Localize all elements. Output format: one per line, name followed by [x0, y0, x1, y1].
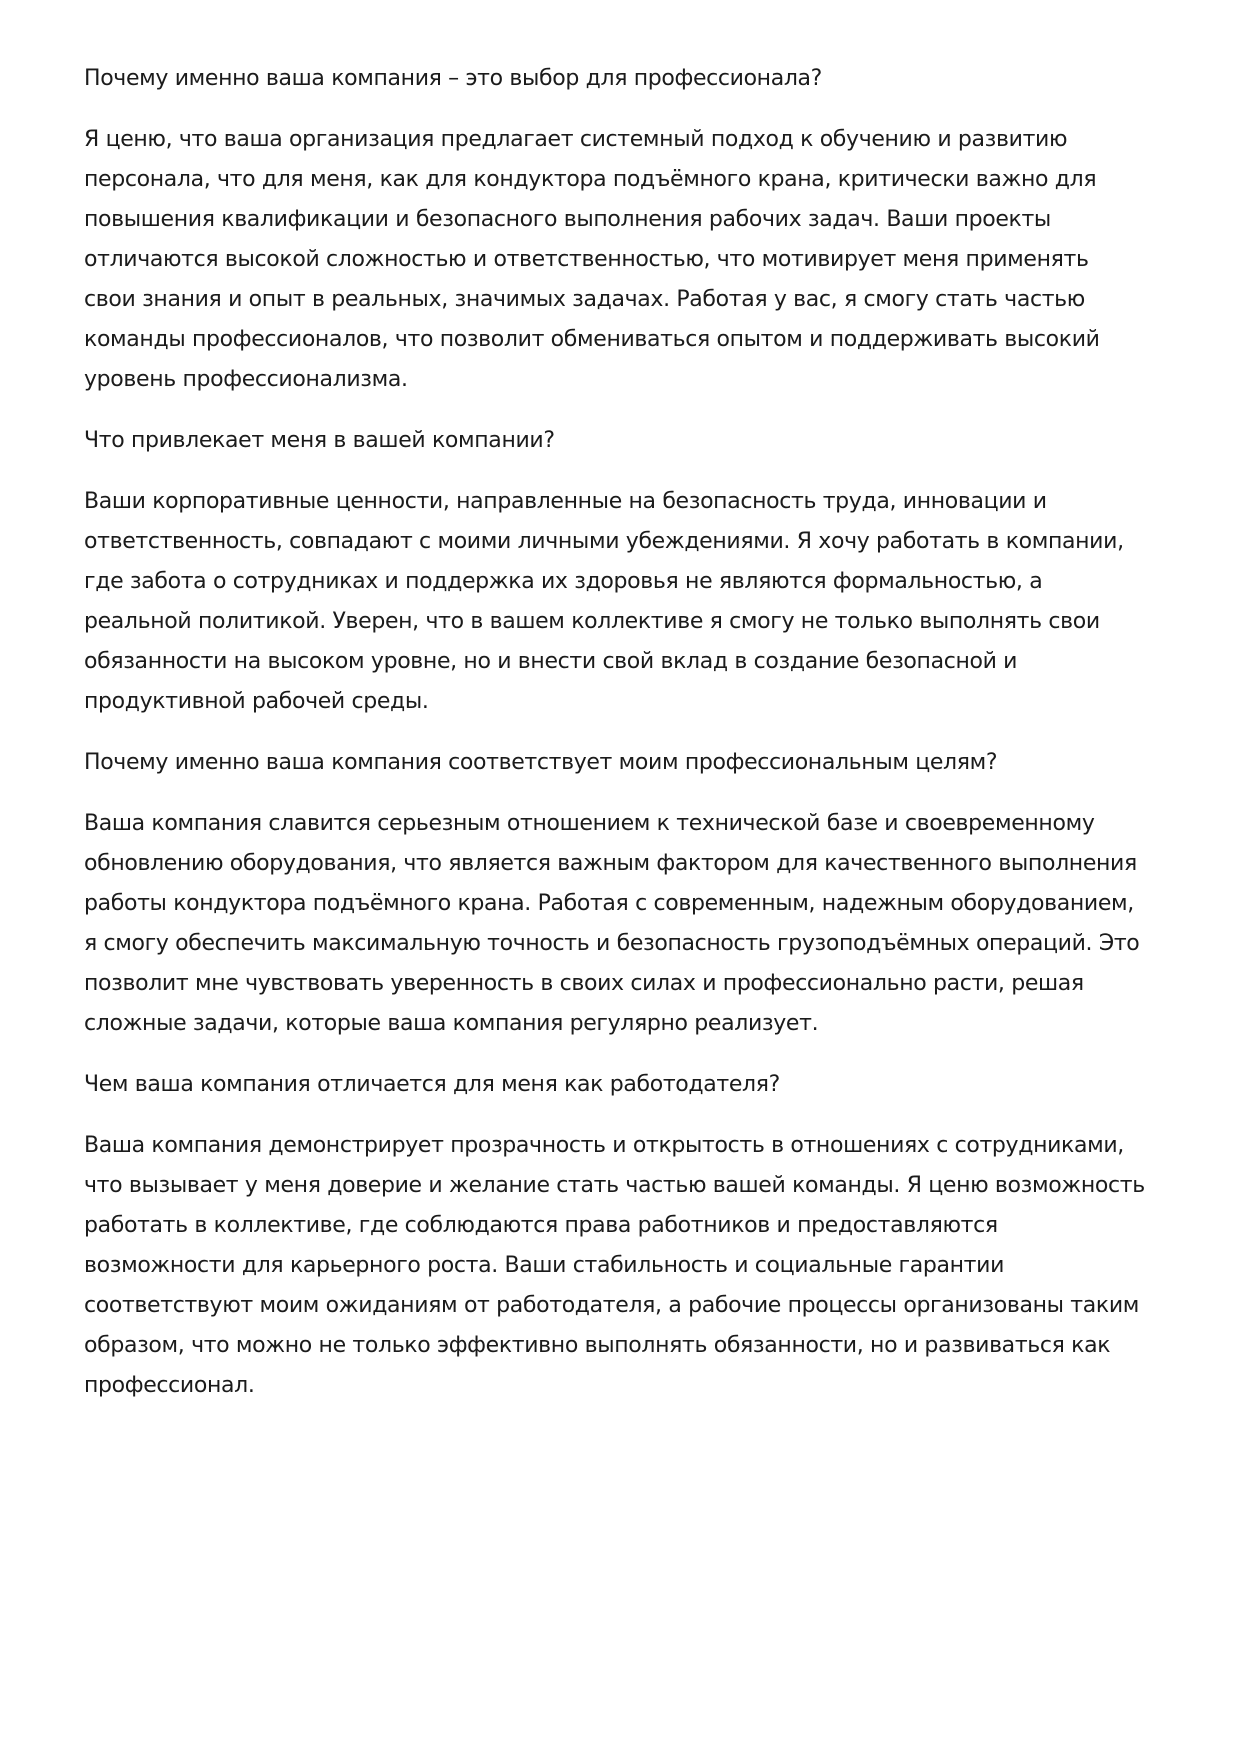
section-answer [84, 804, 1169, 1044]
section-question: Почему именно ваша компания соответствует моим профессиональным целям? [84, 750, 998, 775]
answer-line: работы кондуктора подъёмного крана. Работая с современным, надежным оборудованием, [84, 891, 1134, 916]
answer-line: отличаются высокой сложностью и ответственностью, что мотивирует меня применять [84, 247, 1089, 272]
answer-line: сложные задачи, которые ваша компания регулярно реализует. [84, 1011, 819, 1036]
answer-line: я смогу обеспечить максимальную точность и безопасность грузоподъёмных операций. Это [84, 931, 1140, 956]
answer-line: свои знания и опыт в реальных, значимых задачах. Работая у вас, я смогу стать частью [84, 287, 1085, 312]
answer-line: персонала, что для меня, как для кондуктора подъёмного крана, критически важно для [84, 167, 1097, 192]
section-question: Что привлекает меня в вашей компании? [84, 428, 555, 453]
answer-line: работать в коллективе, где соблюдаются права работников и предоставляются [84, 1213, 998, 1238]
section-answer [84, 482, 1169, 722]
answer-line: продуктивной рабочей среды. [84, 689, 429, 714]
answer-line: реальной политикой. Уверен, что в вашем коллективе я смогу не только выполнять свои [84, 609, 1100, 634]
answer-line: Ваши корпоративные ценности, направленные на безопасность труда, инновации и [84, 489, 1047, 514]
answer-line: что вызывает у меня доверие и желание стать частью вашей команды. Я ценю возможность [84, 1173, 1145, 1198]
answer-line: образом, что можно не только эффективно выполнять обязанности, но и развиваться как [84, 1333, 1111, 1358]
section-question: Чем ваша компания отличается для меня как работодателя? [84, 1072, 780, 1097]
answer-line: где забота о сотрудниках и поддержка их здоровья не являются формальностью, а [84, 569, 1043, 594]
answer-line: повышения квалификации и безопасного выполнения рабочих задач. Ваши проекты [84, 207, 1051, 232]
answer-line: Ваша компания славится серьезным отношением к технической базе и своевременному [84, 811, 1095, 836]
answer-line: профессионал. [84, 1373, 255, 1398]
answer-line: соответствуют моим ожиданиям от работодателя, а рабочие процессы организованы таким [84, 1293, 1140, 1318]
answer-line: обязанности на высоком уровне, но и внести свой вклад в создание безопасной и [84, 649, 1018, 674]
section-answer [84, 120, 1169, 400]
answer-line: возможности для карьерного роста. Ваши стабильность и социальные гарантии [84, 1253, 1005, 1278]
answer-line: ответственность, совпадают с моими личными убеждениями. Я хочу работать в компании, [84, 529, 1124, 554]
answer-line: Я ценю, что ваша организация предлагает системный подход к обучению и развитию [84, 127, 1068, 152]
answer-line: Ваша компания демонстрирует прозрачность и открытость в отношениях с сотрудниками, [84, 1133, 1124, 1158]
answer-line: обновлению оборудования, что является важным фактором для качественного выполнения [84, 851, 1137, 876]
section-question: Почему именно ваша компания – это выбор для профессионала? [84, 66, 823, 91]
answer-line: уровень профессионализма. [84, 367, 408, 392]
answer-line: позволит мне чувствовать уверенность в своих силах и профессионально расти, решая [84, 971, 1084, 996]
answer-line: команды профессионалов, что позволит обмениваться опытом и поддерживать высокий [84, 327, 1100, 352]
section-answer [84, 1126, 1169, 1406]
